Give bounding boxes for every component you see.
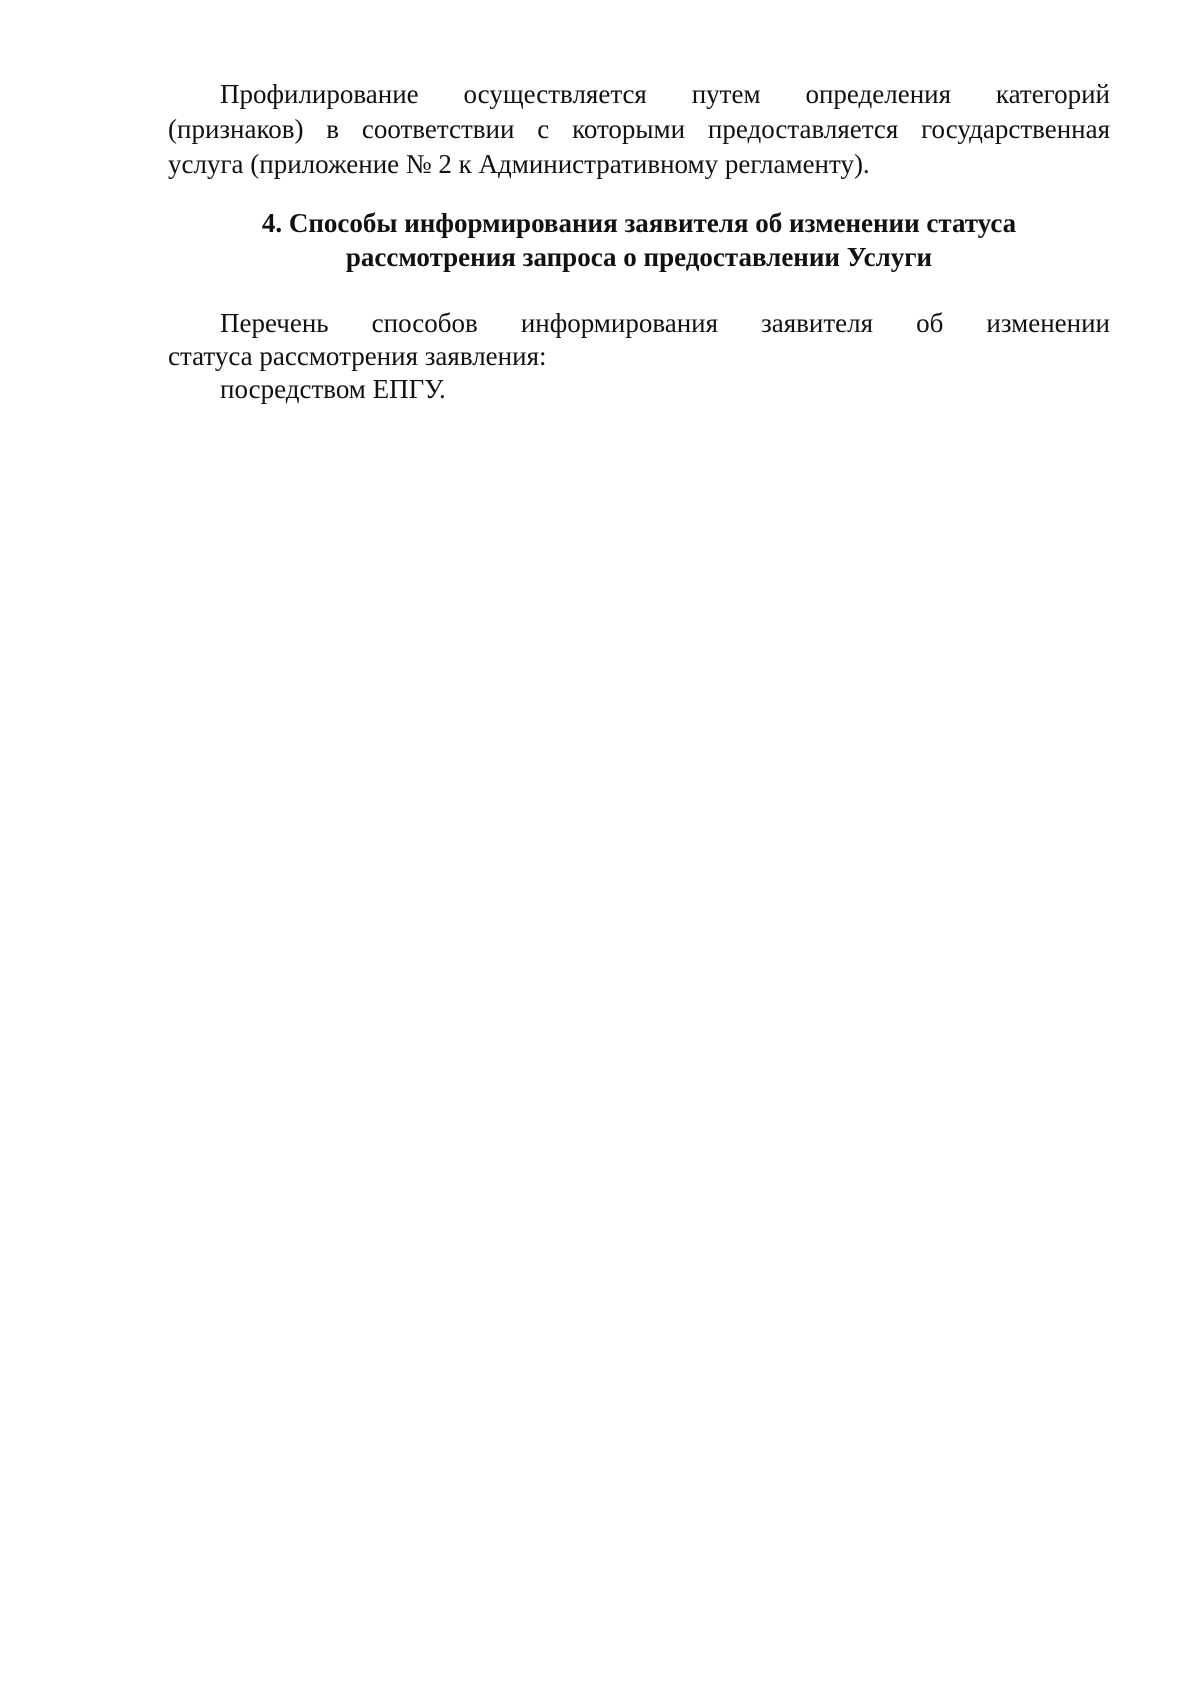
paragraph-profiling-line-2: (признаков) в соответствии с которыми предоставляется государственная (168, 114, 1110, 144)
paragraph-methods-line-2: статуса рассмотрения заявления: (168, 341, 547, 371)
section-heading-line-2: рассмотрения запроса о предоставлении Услуги (345, 242, 933, 272)
paragraph-methods-line-1: Перечень способов информирования заявителя об изменении (220, 308, 1110, 338)
paragraph-profiling-line-3: услуга (приложение № 2 к Административному регламенту). (168, 149, 870, 179)
paragraph-methods-line-3: посредством ЕПГУ. (220, 374, 446, 404)
section-heading-line-1: 4. Способы информирования заявителя об изменении статуса (261, 208, 1017, 238)
paragraph-profiling-line-1: Профилирование осуществляется путем определения категорий (220, 79, 1110, 109)
